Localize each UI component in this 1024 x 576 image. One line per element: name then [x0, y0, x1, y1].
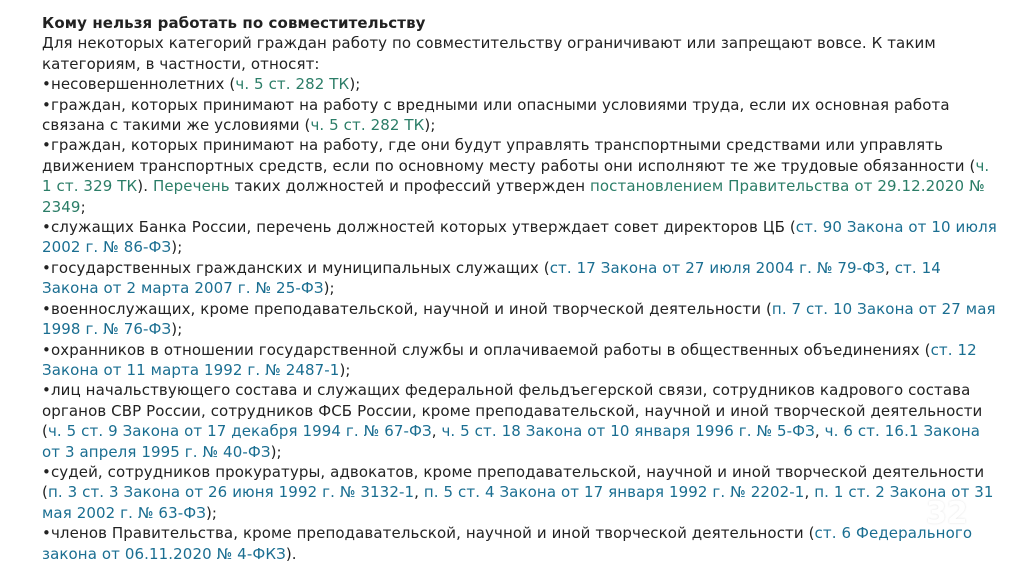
item-text: •несовершеннолетних ( [42, 75, 236, 94]
law-link[interactable]: ч. 6 ст. 16.1 Закона от 3 апреля 1995 г. № 40-ФЗ [42, 422, 981, 461]
list-item [42, 135, 997, 217]
law-link[interactable]: ст. 17 Закона от 27 июля 2004 г. № 79-ФЗ [549, 258, 885, 277]
item-text: ); [339, 360, 351, 379]
item-text: , [804, 483, 815, 502]
list-item [42, 462, 997, 523]
list-item [42, 299, 997, 340]
item-text: •служащих Банка России, перечень должностей которых утверждает совет директоров ЦБ ( [42, 218, 796, 237]
slide-left-margin [0, 0, 34, 576]
item-text: •судей, сотрудников прокуратуры, адвокатов, кроме преподавательской, научной и иной творческой деятельности ( [42, 462, 985, 502]
law-link[interactable]: постановлением Правительства от 29.12.2020 № 2349 [42, 177, 985, 216]
item-text: •охранников в отношении государственной службы и оплачиваемой работы в общественных объединениях ( [42, 340, 931, 359]
item-text: •граждан, которых принимают на работу с вредными или опасными условиями труда, если их основная работа связана с такими же условиями ( [42, 95, 950, 135]
list-item [42, 217, 997, 258]
item-text: ). [137, 177, 153, 196]
list-link[interactable]: Перечень [152, 177, 230, 196]
item-text: •государственных гражданских и муниципальных служащих ( [42, 258, 550, 277]
list-item [42, 74, 997, 94]
page-number: 32 [926, 496, 968, 531]
slide-content [42, 13, 997, 564]
law-link[interactable]: п. 1 ст. 2 Закона от 31 мая 2002 г. № 63-ФЗ [42, 483, 994, 522]
item-text: ); [349, 75, 361, 94]
item-text: ). [285, 544, 297, 563]
law-link[interactable]: ч. 5 ст. 9 Закона от 17 декабря 1994 г. № 67-ФЗ [47, 422, 432, 441]
law-link[interactable]: ч. 5 ст. 18 Закона от 10 января 1996 г. № 5-ФЗ [441, 422, 815, 441]
item-text: ); [171, 238, 183, 257]
slide-heading: Кому нельзя работать по совместительству [42, 14, 426, 32]
item-text: ); [171, 320, 183, 339]
item-text: •членов Правительства, кроме преподавательской, научной и иной творческой деятельности ( [42, 524, 815, 543]
law-link[interactable]: ст. 14 Закона от 2 марта 2007 г. № 25-ФЗ [42, 258, 941, 298]
item-text: •военнослужащих, кроме преподавательской, научной и иной творческой деятельности ( [42, 299, 772, 318]
law-link[interactable]: ч. 5 ст. 282 ТК [235, 75, 350, 94]
item-text: •граждан, которых принимают на работу, где они будут управлять транспортными средствами или управлять движением транспортных средств, если по основному месту работы они исполняют те же трудовые обязанности ( [42, 136, 976, 175]
law-link[interactable]: ст. 90 Закона от 10 июля 2002 г. № 86-ФЗ [42, 218, 997, 257]
item-text: , [814, 422, 825, 441]
law-link[interactable]: ст. 12 Закона от 11 марта 1992 г. № 2487-1 [42, 340, 977, 379]
list-item [42, 258, 997, 299]
list-item [42, 523, 997, 564]
item-text: , [431, 422, 442, 441]
item-text: ); [270, 442, 282, 461]
item-text: •лиц начальствующего состава и служащих федеральной фельдъегерской связи, сотрудников кадрового состава органов СВР России, сотрудников ФСБ России, кроме преподавательской, научной и иной творческой деятельности ( [42, 381, 983, 441]
law-link[interactable]: ч. 1 ст. 329 ТК [42, 156, 990, 196]
law-link[interactable]: п. 7 ст. 10 Закона от 27 мая 1998 г. № 76-ФЗ [42, 299, 996, 339]
item-text: ); [323, 279, 335, 298]
item-text: ; [80, 197, 86, 216]
item-text: таких должностей и профессий утвержден [229, 177, 590, 196]
law-link[interactable]: п. 3 ст. 3 Закона от 26 июня 1992 г. № 3132-1 [47, 483, 415, 502]
law-link[interactable]: ст. 6 Федерального закона от 06.11.2020 № 4-ФКЗ [42, 524, 973, 563]
item-text: ); [424, 116, 436, 135]
list-item [42, 340, 997, 381]
item-text: , [414, 483, 424, 502]
item-text: ); [205, 503, 218, 522]
intro-text: Для некоторых категорий граждан работу по совместительству ограничивают или запрещают вовсе. К таким категориям, в частности, относят: [42, 34, 936, 73]
law-link[interactable]: ч. 5 ст. 282 ТК [310, 116, 425, 135]
list-item [42, 380, 997, 462]
law-link[interactable]: п. 5 ст. 4 Закона от 17 января 1992 г. № 2202-1 [423, 483, 805, 502]
list-item [42, 95, 997, 136]
item-text: , [884, 258, 895, 277]
